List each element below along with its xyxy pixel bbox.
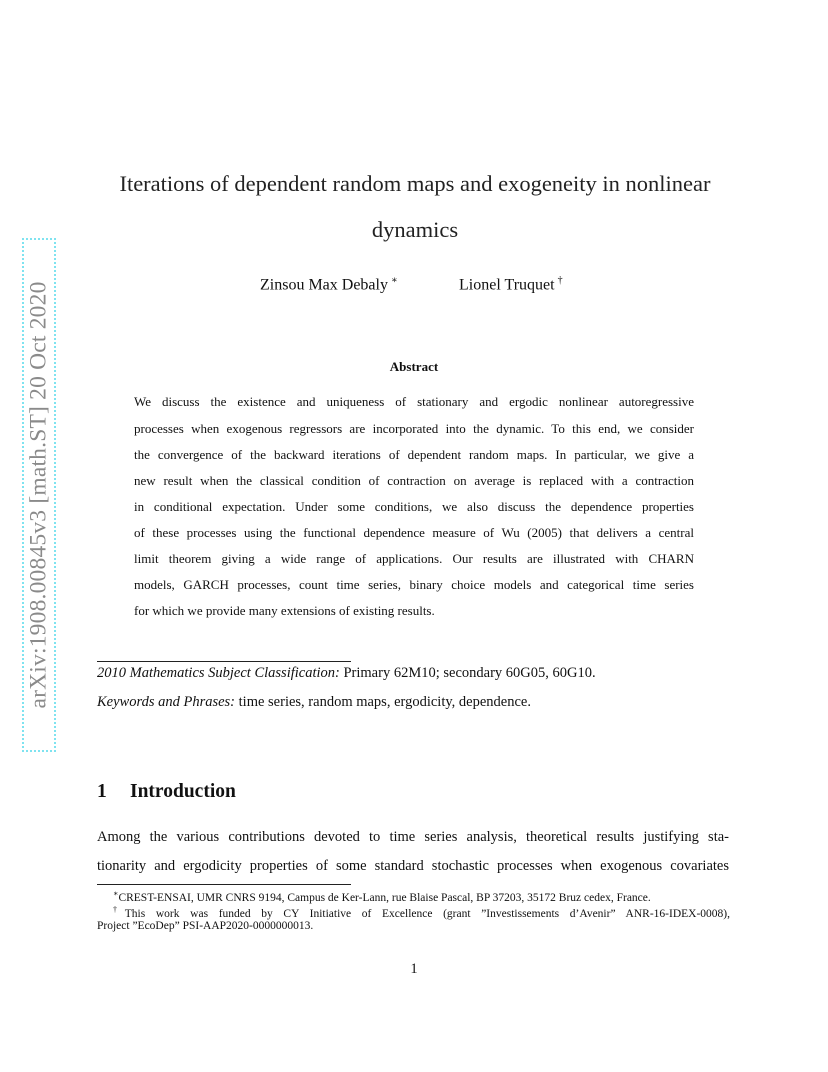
author-2 <box>459 275 563 294</box>
footnote-2 <box>113 905 730 920</box>
footnote-text: CREST-ENSAI, UMR CNRS 9194, Campus de Ker-Lann, rue Blaise Pascal, BP 37203, 35172 Bruz cedex, France. <box>118 891 651 904</box>
abstract-line: the convergence of the backward iterations of dependent random maps. In particular, we give a <box>134 447 694 462</box>
footnote-text: This work was funded by CY Initiative of Excellence (grant ”Investissements d’Avenir” ANR-16-IDEX-0008), <box>124 907 730 920</box>
abstract-line: new result when the classical condition of contraction on average is replaced with a contraction <box>134 473 694 488</box>
body-line: Among the various contributions devoted to time series analysis, theoretical results justifying sta- <box>97 829 729 845</box>
footnote-rule <box>97 884 351 885</box>
arxiv-stamp <box>22 238 56 752</box>
section-title: Introduction <box>130 781 236 802</box>
author-footnote-mark: † <box>557 275 563 286</box>
msc-underline <box>97 661 351 662</box>
abstract-heading: Abstract <box>389 359 439 374</box>
footnote-2-continued: Project ”EcoDep” PSI-AAP2020-0000000013. <box>97 920 314 932</box>
abstract-line: of these processes using the functional dependence measure of Wu (2005) that delivers a central <box>134 525 694 540</box>
section-number: 1 <box>97 781 107 802</box>
arxiv-identifier: arXiv:1908.00845v3 [math.ST] 20 Oct 2020 <box>25 281 52 709</box>
msc-label: 2010 Mathematics Subject Classification: <box>97 665 340 681</box>
author-footnote-mark: ∗ <box>390 275 398 286</box>
paper-title-line-1: Iterations of dependent random maps and exogeneity in nonlinear <box>119 171 711 196</box>
keywords <box>97 694 531 711</box>
abstract-line: for which we provide many extensions of existing results. <box>134 603 435 618</box>
abstract-line: in conditional expectation. Under some conditions, we also discuss the dependence properties <box>134 499 694 514</box>
keywords-label: Keywords and Phrases: <box>97 694 236 710</box>
author-name: Lionel Truquet <box>459 276 555 294</box>
body-line: tionarity and ergodicity properties of some standard stochastic processes when exogenous covariates <box>97 858 729 874</box>
author-1 <box>260 275 398 294</box>
footnote-mark: ∗ <box>113 889 119 898</box>
msc-value: Primary 62M10; secondary 60G05, 60G10. <box>343 665 596 681</box>
keywords-value: time series, random maps, ergodicity, dependence. <box>238 694 531 710</box>
abstract-line: We discuss the existence and uniqueness of stationary and ergodic nonlinear autoregressive <box>134 394 694 409</box>
author-name: Zinsou Max Debaly <box>260 276 388 294</box>
abstract-line: models, GARCH processes, count time series, binary choice models and categorical time series <box>134 577 694 592</box>
footnote-mark: † <box>113 905 125 914</box>
footnote-1 <box>113 889 651 904</box>
abstract-line: limit theorem giving a wide range of applications. Our results are illustrated with CHARN <box>134 551 694 566</box>
paper-title-line-2: dynamics <box>371 217 459 242</box>
abstract-line: processes when exogenous regressors are incorporated into the dynamic. To this end, we consider <box>134 421 694 436</box>
msc-classification <box>97 665 596 682</box>
page-number: 1 <box>410 961 418 977</box>
section-heading <box>97 781 236 803</box>
